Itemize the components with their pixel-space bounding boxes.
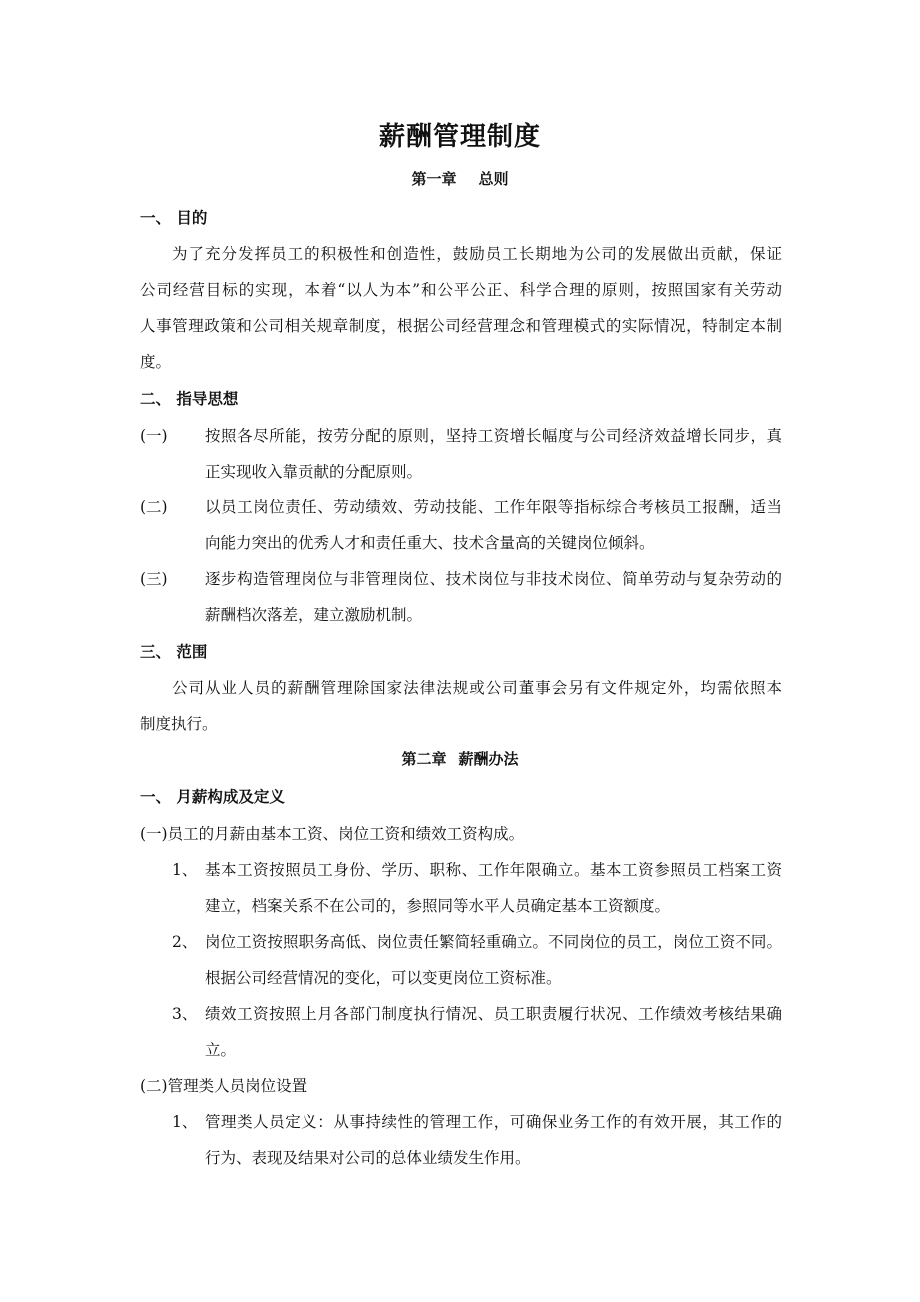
list-item-line: 向能力突出的优秀人才和责任重大、技术含量高的关键岗位倾斜。 (205, 534, 655, 552)
list-item-line: 建立，档案关系不在公司的，参照同等水平人员确定基本工资额度。 (205, 897, 671, 915)
section-scope-heading: 三、 范围 (140, 642, 208, 661)
chapter-2-heading (0, 748, 920, 769)
list-marker: 1、 (172, 1113, 198, 1131)
list-marker: 1、 (172, 861, 198, 879)
list-marker: (二) (140, 498, 168, 516)
list-item-line: 行为、表现及结果对公司的总体业绩发生作用。 (205, 1149, 531, 1167)
list-item-line: 岗位工资按照职务高低、岗位责任繁简轻重确立。不同岗位的员工，岗位工资不同。 (205, 933, 782, 951)
subsection-heading: (一)员工的月薪由基本工资、岗位工资和绩效工资构成。 (140, 825, 525, 843)
paragraph-line: 公司从业人员的薪酬管理除国家法律法规或公司董事会另有文件规定外，均需依照本 (172, 679, 782, 697)
subsection-heading: (二)管理类人员岗位设置 (140, 1077, 308, 1095)
list-item-line: 薪酬档次落差，建立激励机制。 (205, 606, 423, 624)
list-marker: 3、 (172, 1005, 198, 1023)
paragraph-line: 度。 (140, 353, 172, 371)
list-item-line: 立。 (205, 1041, 237, 1059)
chapter-1-label: 第一章 (411, 170, 457, 188)
section-salary-structure-heading: 一、 月薪构成及定义 (140, 787, 285, 806)
paragraph-line: 人事管理政策和公司相关规章制度，根据公司经营理念和管理模式的实际情况，特制定本制 (140, 317, 782, 335)
list-item-line: 基本工资按照员工身份、学历、职称、工作年限确立。基本工资参照员工档案工资 (205, 861, 782, 879)
chapter-1-heading (0, 168, 920, 189)
list-item-line: 绩效工资按照上月各部门制度执行情况、员工职责履行状况、工作绩效考核结果确 (205, 1005, 782, 1023)
paragraph-line: 为了充分发挥员工的积极性和创造性，鼓励员工长期地为公司的发展做出贡献，保证 (172, 245, 782, 263)
list-marker: (一) (140, 427, 168, 445)
list-item-line: 以员工岗位责任、劳动绩效、劳动技能、工作年限等指标综合考核员工报酬，适当 (205, 498, 782, 516)
list-item-line: 管理类人员定义：从事持续性的管理工作，可确保业务工作的有效开展，其工作的 (205, 1113, 782, 1131)
list-marker: (三) (140, 570, 168, 588)
list-item-line: 正实现收入靠贡献的分配原则。 (205, 463, 423, 481)
section-purpose-heading: 一、 目的 (140, 208, 208, 227)
list-item-line: 逐步构造管理岗位与非管理岗位、技术岗位与非技术岗位、简单劳动与复杂劳动的 (205, 570, 782, 588)
chapter-2-label: 第二章 (401, 750, 447, 768)
document-title: 薪酬管理制度 (378, 122, 541, 152)
paragraph-line: 公司经营目标的实现，本着“以人为本”和公平公正、科学合理的原则，按照国家有关劳动 (140, 281, 782, 299)
list-item-line: 根据公司经营情况的变化，可以变更岗位工资标准。 (205, 969, 562, 987)
chapter-1-name: 总则 (478, 170, 509, 188)
list-item-line: 按照各尽所能，按劳分配的原则，坚持工资增长幅度与公司经济效益增长同步，真 (205, 427, 782, 445)
paragraph-line: 制度执行。 (140, 715, 218, 733)
section-guiding-heading: 二、 指导思想 (140, 389, 239, 408)
chapter-2-name: 薪酬办法 (458, 750, 519, 768)
list-marker: 2、 (172, 933, 198, 951)
